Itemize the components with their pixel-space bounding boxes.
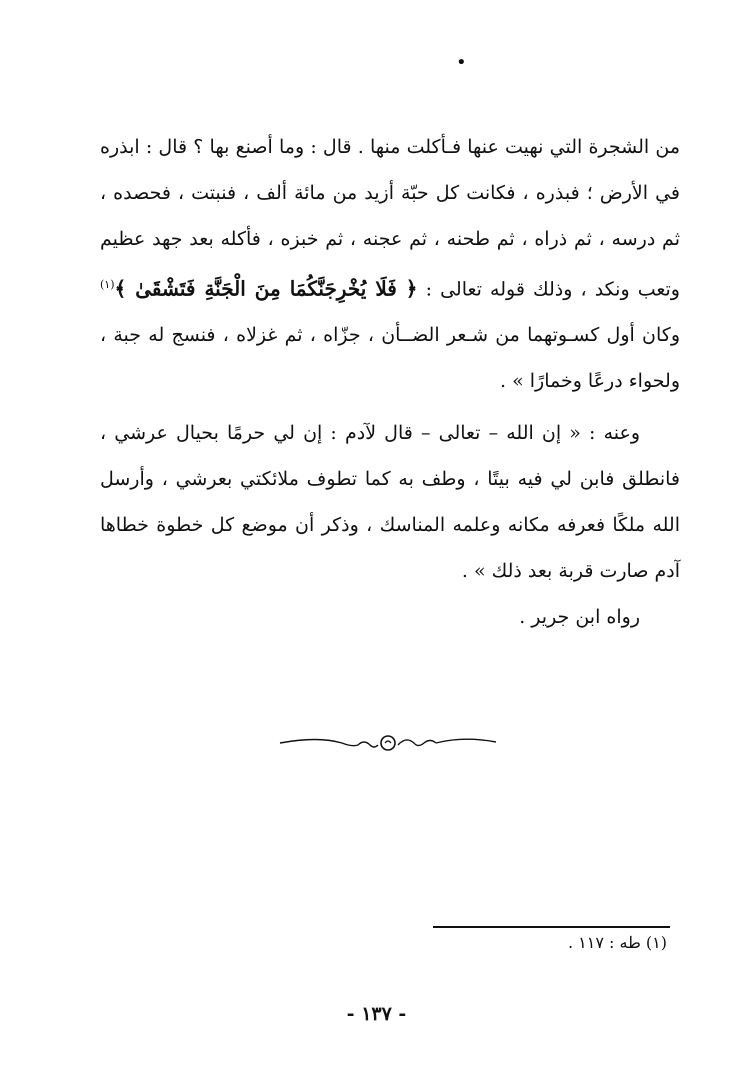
footnote: (١) طه : ١١٧ . bbox=[568, 933, 667, 952]
p1-text-after-quote: وكان أول كسـوتهما من شـعر الضــأن ، جزّاه ، ثم غزلاه ، فنسج له جبة ، ولحواء درعًا وخمارًا » . bbox=[100, 324, 680, 393]
paragraph-1 bbox=[100, 124, 680, 404]
paragraph-2: وعنه : « إن الله – تعالى – قال لآدم : إن لي حرمًا بحيال عرشي ، فانطلق فابن لي فيه بيتًا ، وطف به كما تطوف ملائكتي بعرشي ، وأرسل الله ملكًا فعرفه مكانه وعلمه المناسك ، وذكر أن موضع كل خطوة خطاها آدم صارت قربة بعد ذلك » . bbox=[100, 422, 680, 583]
footnote-separator bbox=[433, 926, 670, 928]
quran-quote: ﴿ فَلَا يُخْرِجَنَّكُمَا مِنَ الْجَنَّةِ فَتَشْقَىٰ ﴾ bbox=[114, 276, 418, 301]
page-number: - ١٣٧ - bbox=[346, 1003, 407, 1025]
main-text bbox=[100, 124, 680, 640]
ornament-divider-icon bbox=[278, 728, 498, 758]
p1-text-before-quote: من الشجرة التي نهيت عنها فـأكلت منها . قال : وما أصنع بها ؟ قال : ابذره في الأرض ؛ فبذره ، فكانت كل حبّة أزيد من مائة ألف ، فنبتت ، فحصده ، ثم درسه ، ثم ذراه ، ثم طحنه ، ثم عجنه ، ثم خبزه ، فأكله بعد جهد عظيم وتعب ونكد ، وذلك قوله تعالى : bbox=[100, 136, 680, 301]
paragraph-3: رواه ابن جرير . bbox=[519, 606, 640, 629]
footnote-reference[interactable]: (١) bbox=[100, 278, 115, 291]
page-dot: • bbox=[456, 52, 467, 73]
